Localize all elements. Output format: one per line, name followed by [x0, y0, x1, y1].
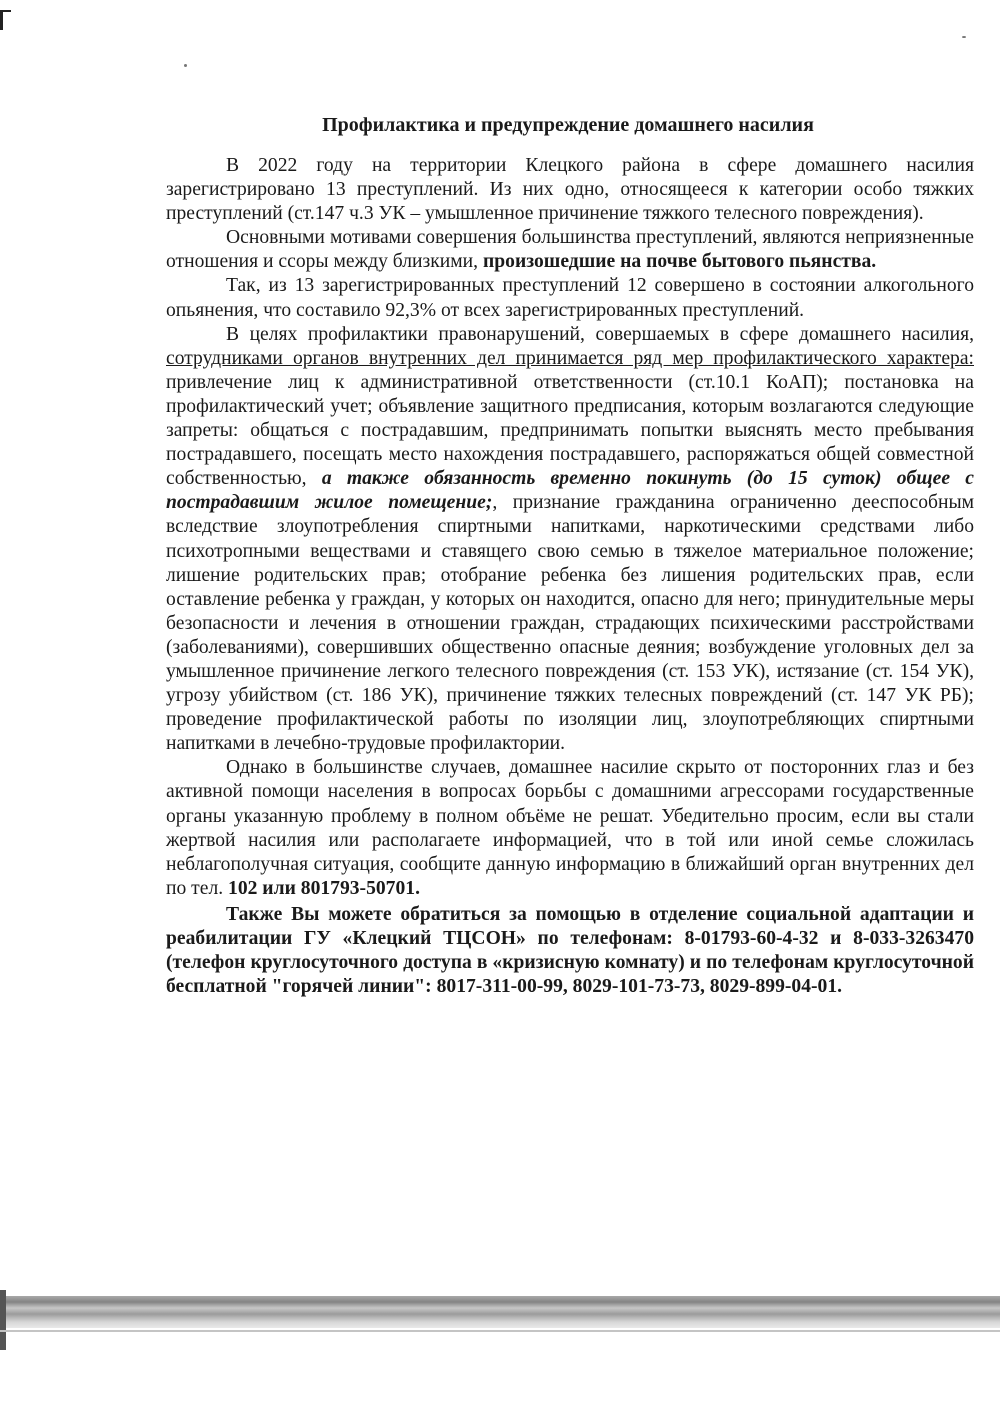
measures-intro: В целях профилактики правонарушений, совершаемых в сфере домашнего насилия,: [226, 323, 974, 345]
paragraph-statistics: В 2022 году на территории Клецкого района в сфере домашнего насилия зарегистрировано 13 преступлений. Из них одно, относящееся к категории особо тяжких преступлений (ст.147 ч.3 УК – умышленное причинение тяжкого телесного повреждения).: [166, 155, 974, 225]
document-body: [166, 154, 974, 999]
scan-corner-mark: [0, 10, 11, 30]
paragraph-prevention-measures: [166, 323, 974, 757]
measures-underlined: сотрудниками органов внутренних дел принимается ряд мер профилактического характера:: [166, 347, 974, 369]
scan-speck: [184, 64, 187, 67]
police-phone-numbers: 102 или 801793-50701.: [228, 877, 420, 899]
scan-artifact-band: [0, 1296, 1000, 1328]
paragraph-alcohol: Так, из 13 зарегистрированных преступлений 12 совершено в состоянии алкогольного опьянения, что составило 92,3% от всех зарегистрированных преступлений.: [166, 275, 974, 321]
motives-text: Основными мотивами совершения большинства преступлений, являются неприязненные отношения и ссоры между близкими,: [166, 227, 974, 273]
scan-artifact-line: [0, 1330, 1000, 1332]
paragraph-motives: [166, 226, 974, 274]
measures-emphasis: а также обязанность временно покинуть (до 15 суток) общее с пострадавшим жилое помещение;: [166, 468, 974, 514]
scan-speck: [962, 36, 966, 38]
paragraph-helpline-contacts: Также Вы можете обратиться за помощью в отделение социальной адаптации и реабилитации ГУ «Клецкий ТЦСОН» по телефонам: 8-01793-60-4-32 и 8-033-3263470 (телефон круглосуточного доступа в «кризисную комнату) и по телефонам круглосуточной бесплатной "горячей линии": 8017-311-00-99, 8029-101-73-73, 8029-899-04-01.: [166, 903, 974, 998]
motives-emphasis: произошедшие на почве бытового пьянства.: [482, 251, 877, 273]
scan-artifact-edge: [0, 1290, 6, 1350]
document-title: Профилактика и предупреждение домашнего насилия: [322, 114, 814, 136]
measures-list: привлечение лиц к административной ответственности (ст.10.1 КоАП); постановка на профилактический учет; объявление защитного предписания, которым возлагаются следующие запреты: общаться с пострадавшим, предпринимать попытки выяснять место пребывания пострадавшего, посещать место нахождения пострадавшего, распоряжаться общей совместной собственностью,: [166, 371, 974, 490]
paragraph-appeal: [166, 756, 974, 901]
appeal-text: Однако в большинстве случаев, домашнее насилие скрыто от посторонних глаз и без активной помощи населения в вопросах борьбы с домашними агрессорами государственные органы указанную проблему в полном объёме не решат. Убедительно просим, если вы стали жертвой насилия или располагаете информацией, что в той или иной семье сложилась неблагополучная ситуация, сообщите данную информацию в ближайший орган внутренних дел по тел.: [166, 757, 974, 899]
measures-continued: , признание гражданина ограниченно дееспособным вследствие злоупотребления спиртными напитками, наркотическими средствами либо психотропными веществами и ставящего свою семью в тяжелое материальное положение; лишение родительских прав; отобрание ребенка без лишения родительских прав, если оставление ребенка у граждан, у которых он находится, опасно для него; принудительные меры безопасности и лечения в отношении граждан, страдающих психическими расстройствами (заболеваниями), совершивших общественно опасные деяния; возбуждение уголовных дел за умышленное причинение легкого телесного повреждения (ст. 153 УК), истязание (ст. 154 УК), угрозу убийством (ст. 186 УК), причинение тяжких телесных повреждений (ст. 147 УК РБ); проведение профилактической работы по изоляции лиц, злоупотребляющих спиртными напитками в лечебно-трудовые профилактории.: [166, 492, 975, 755]
